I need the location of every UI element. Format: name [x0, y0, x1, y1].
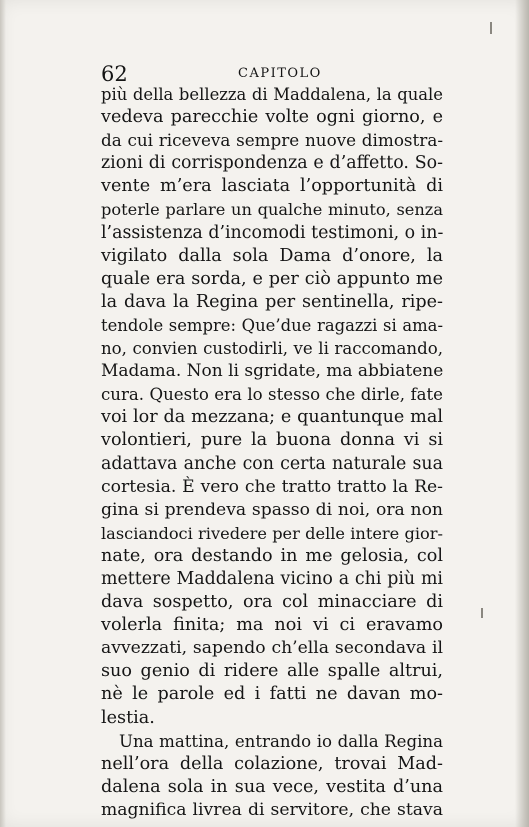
text-line: magnifica livrea di servitore, che stava: [101, 799, 443, 820]
text-line: dalena sola in sua vece, vestita d’una: [101, 776, 443, 797]
text-line: più della bellezza di Maddalena, la quale: [101, 85, 443, 104]
text-line: Una mattina, entrando io dalla Regina: [119, 731, 443, 751]
text-line: poterle parlare un qualche minuto, senza: [101, 200, 443, 220]
text-line: voi lor da mezzana; e quantunque mal: [101, 407, 443, 428]
text-line: la dava la Regina per sentinella, ripe-: [101, 291, 443, 312]
text-line: nell’ora della colazione, trovai Mad-: [101, 753, 443, 774]
text-line: quale era sorda, e per ciò appunto me: [101, 268, 443, 289]
text-line: lestia.: [101, 707, 155, 728]
page-left-edge: [0, 0, 6, 827]
text-line: gina si prendeva spasso di noi, ora non: [101, 499, 443, 520]
text-line: volerla finita; ma noi vi ci eravamo: [101, 615, 443, 636]
text-line: vente m’era lasciata l’opportunità di: [101, 176, 443, 197]
text-line: nè le parole ed i fatti ne davan mo-: [101, 684, 443, 705]
text-line: adattava anche con certa naturale sua: [101, 453, 443, 474]
text-line: nate, ora destando in me gelosia, col: [101, 545, 443, 566]
text-line: dava sospetto, ora col minacciare di: [101, 592, 443, 613]
text-line: cortesia. È vero che tratto tratto la Re-: [101, 476, 443, 497]
text-line: tendole sempre: Que’due ragazzi si ama-: [101, 315, 443, 335]
text-line: avvezzati, sapendo ch’ella secondava il: [101, 638, 443, 659]
text-line: suo genio di ridere alle spalle altrui,: [101, 661, 443, 682]
text-line: lasciandoci rivedere per delle intere gior-: [101, 523, 443, 543]
paper-speck: [490, 22, 492, 34]
text-line: vigilato dalla sola Dama d’onore, la: [101, 245, 443, 266]
text-line: volontieri, pure la buona donna vi si: [101, 430, 443, 451]
text-line: no, convien custodirli, ve li raccomando,: [101, 339, 443, 359]
text-line: mettere Maddalena vicino a chi più mi: [101, 568, 443, 589]
running-head: CAPITOLO: [238, 66, 322, 81]
body-text: [101, 83, 443, 822]
text-line: vedeva parecchie volte ogni giorno, e: [101, 107, 443, 128]
text-line: da cui riceveva sempre nuove dimostra-: [101, 130, 443, 151]
paper-speck: [481, 608, 483, 618]
text-line: zioni di corrispondenza e d’affetto. So-: [101, 153, 443, 174]
text-line: cura. Questo era lo stesso che dirle, fate: [101, 385, 443, 405]
text-line: Madama. Non li sgridate, ma abbiatene: [101, 361, 444, 382]
page-number: 62: [101, 62, 128, 86]
page-right-edge: [515, 0, 529, 827]
text-line: l’assistenza d’incomodi testimoni, o in-: [101, 222, 444, 243]
